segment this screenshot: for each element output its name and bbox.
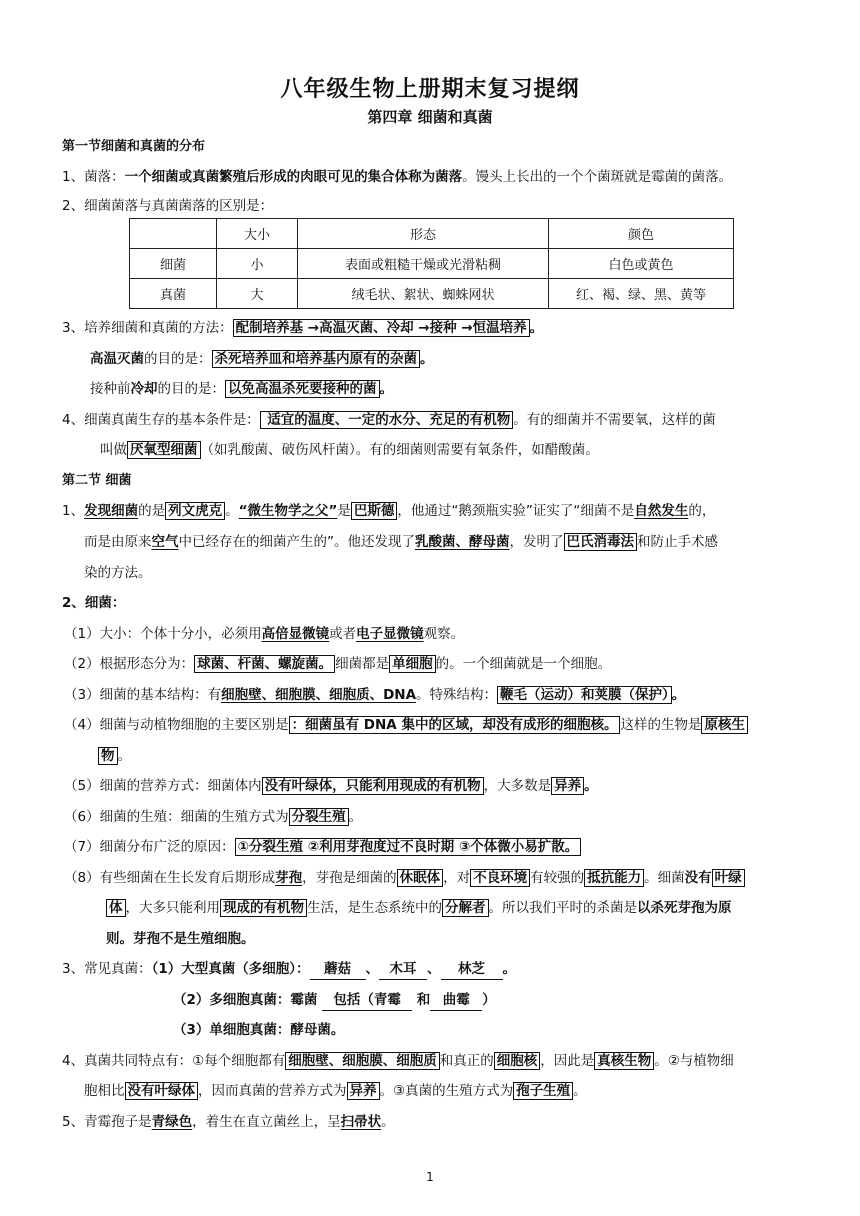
paragraph-penicillium [62, 1112, 395, 1132]
text: 。 [529, 320, 544, 336]
boxed-answer: 列文虎克 [165, 502, 225, 520]
document-title: 八年级生物上册期末复习提纲 [280, 77, 580, 102]
text: 而是由原来 [84, 534, 152, 550]
table-header-cell: 形态 [298, 219, 549, 249]
text: 观察。 [423, 626, 465, 642]
boxed-answer: 孢子生殖 [513, 1082, 573, 1100]
boxed-answer: 不良环境 [470, 869, 530, 887]
text: 和防止手术感 [637, 534, 718, 550]
text: 3、培养细菌和真菌的方法： [62, 320, 233, 336]
boxed-answer: ①分裂生殖 ②利用芽孢度过不良时期 ③个体微小易扩散。 [235, 838, 582, 856]
text: 。②与植物细 [654, 1053, 734, 1069]
boxed-answer: 鞭毛（运动）和荚膜（保护） [497, 686, 672, 704]
paragraph-sterilize [90, 349, 434, 369]
item-spore [64, 868, 745, 888]
boxed-answer: ：细菌虽有 DNA 集中的区域，却没有成形的细胞核。 [289, 716, 621, 734]
fill-blank-answer: 曲霉 [430, 990, 482, 1011]
table-cell: 小 [217, 249, 298, 279]
text: 或者 [329, 626, 357, 642]
text: （5）细菌的营养方式：细菌体内 [64, 778, 262, 794]
paragraph-fungi-features [62, 1051, 734, 1071]
boxed-answer: 球菌、杆菌、螺旋菌。 [194, 655, 335, 673]
boxed-answer: 适宜的温度、一定的水分、充足的有机物 [260, 411, 514, 429]
text: 有较强的 [530, 870, 585, 886]
text: 。 [381, 1114, 395, 1130]
fill-blank-answer: 木耳 [379, 959, 427, 980]
section-heading-1: 第一节细菌和真菌的分布 [62, 139, 206, 154]
item-nutrition [64, 776, 598, 796]
text: 的是 [138, 503, 166, 519]
text: ，着生在直立菌丝上，呈 [192, 1114, 341, 1130]
text: 、 [427, 961, 441, 977]
paragraph-conditions [62, 410, 716, 430]
text: 4、真菌共同特点有：①每个细胞都有 [62, 1053, 286, 1069]
text: 。有的细菌并不需要氧，这样的菌 [513, 412, 716, 428]
table-row [130, 279, 734, 309]
paragraph-discovery-3: 染的方法。 [84, 565, 152, 581]
text: ，因而真菌的营养方式为 [198, 1083, 347, 1099]
text: ，大多只能利用 [125, 900, 220, 916]
text: 。 [671, 687, 686, 703]
bold-definition: 一个细菌或真菌繁殖后形成的肉眼可见的集合体称为菌落 [124, 169, 463, 185]
text: 接种前 [90, 381, 131, 397]
text: 的。一个细菌就是一个细胞。 [435, 656, 612, 672]
text: 1、 [62, 503, 85, 519]
text: 4、细菌真菌生存的基本条件是： [62, 412, 260, 428]
fill-blank-answer: 蘑菇 [310, 959, 366, 980]
text: （8）有些细菌在生长发育后期形成 [64, 870, 276, 886]
paragraph-bacteria-heading: 2、细菌： [62, 595, 126, 611]
underlined-term: 自然发生 [634, 503, 689, 519]
text: 中已经存在的细菌产生的”。他还发现了 [178, 534, 415, 550]
boxed-answer: 抵抗能力 [584, 869, 644, 887]
text: 。 [502, 961, 516, 977]
text: （如乳酸菌、破伤风杆菌）。有的细菌则需要有氧条件，如醋酸菌。 [200, 442, 599, 458]
paragraph-fungi-features-2 [84, 1081, 587, 1101]
boxed-answer: 以免高温杀死要接种的菌 [225, 380, 380, 398]
paragraph-discovery [62, 501, 715, 521]
text: 。 [584, 778, 598, 794]
boxed-answer: 异养 [347, 1082, 380, 1100]
text: （3）细菌的基本结构：有 [64, 687, 222, 703]
text: 。 [379, 381, 393, 397]
text: 。特殊结构： [416, 687, 498, 703]
boxed-answer: 现成的有机物 [220, 899, 307, 917]
boxed-answer: 分裂生殖 [289, 808, 349, 826]
item-size [64, 624, 464, 644]
text: 生活，是生态系统中的 [307, 900, 442, 916]
bold-term: （1）大型真菌（多细胞）： [151, 961, 310, 977]
table-header-cell: 大小 [217, 219, 298, 249]
paragraph-colony-diff: 2、细菌菌落与真菌菌落的区别是： [62, 198, 274, 214]
item-spore-3: 则。芽孢不是生殖细胞。 [106, 931, 255, 947]
boxed-answer: 杀死培养皿和培养基内原有的杂菌 [212, 350, 421, 368]
text: （4）细菌与动植物细胞的主要区别是 [64, 717, 289, 733]
underlined-term: 空气 [151, 534, 179, 550]
text: 叫做 [100, 442, 127, 458]
text: 1、菌落： [62, 169, 125, 185]
boxed-answer: 真核生物 [594, 1052, 654, 1070]
text: 。细菌 [644, 870, 685, 886]
table-cell: 真菌 [130, 279, 217, 309]
table-header-cell: 颜色 [549, 219, 734, 249]
table-cell: 绒毛状、絮状、蜘蛛网状 [298, 279, 549, 309]
underlined-term: 电子显微镜 [356, 626, 424, 642]
underlined-term: “微生物学之父” [238, 503, 338, 519]
text: 。馒头上长出的一个个菌斑就是霉菌的菌落。 [462, 169, 733, 185]
item-difference-2 [98, 746, 131, 766]
text: （2）多细胞真菌：霉菌 [173, 992, 323, 1008]
boxed-answer: 体 [106, 899, 126, 917]
item-reproduction [64, 807, 362, 827]
bold-term: 冷却 [130, 381, 158, 397]
item-shape [64, 654, 611, 674]
bold-term: 以杀死芽孢为原 [637, 900, 732, 916]
boxed-answer: 没有叶绿体，只能利用现成的有机物 [262, 777, 484, 795]
text: 。③真菌的生殖方式为 [379, 1083, 514, 1099]
table-cell: 白色或黄色 [549, 249, 734, 279]
text: ，大多数是 [483, 778, 552, 794]
text: 和 [412, 992, 431, 1008]
underlined-term: 芽孢 [275, 870, 303, 886]
paragraph-fungi-unicellular: （3）单细胞真菌：酵母菌。 [173, 1022, 345, 1038]
text: （7）细菌分布广泛的原因： [64, 839, 235, 855]
table-header-row [130, 219, 734, 249]
boxed-answer: 厌氧型细菌 [127, 441, 201, 459]
table-cell: 表面或粗糙干燥或光滑粘稠 [298, 249, 549, 279]
text: 5、青霉孢子是 [62, 1114, 152, 1130]
item-distribution [64, 837, 581, 857]
text: （2）根据形态分为： [64, 656, 195, 672]
fill-blank-answer: 林芝 [441, 959, 503, 980]
chapter-title: 第四章 细菌和真菌 [367, 108, 493, 126]
table-cell: 大 [217, 279, 298, 309]
underlined-term: 高倍显微镜 [261, 626, 330, 642]
text: 这样的生物是 [620, 717, 702, 733]
underlined-term: 青绿色 [151, 1114, 193, 1130]
boxed-answer: 叶绿 [712, 869, 745, 887]
text: 。 [117, 748, 131, 764]
text: ，因此是 [540, 1053, 595, 1069]
text: 。 [348, 809, 363, 825]
boxed-answer: 细胞壁、细胞膜、细胞质 [285, 1052, 440, 1070]
underlined-term: 乳酸菌、酵母菌 [415, 534, 510, 550]
underlined-term: 细胞壁、细胞膜、细胞质、DNA [221, 687, 417, 703]
text: 。 [225, 503, 239, 519]
table-row [130, 249, 734, 279]
text: （6）细菌的生殖：细菌的生殖方式为 [64, 809, 289, 825]
boxed-answer: 单细胞 [389, 655, 436, 673]
text: 胞相比 [84, 1083, 125, 1099]
table-cell: 细菌 [130, 249, 217, 279]
text: ，对 [443, 870, 471, 886]
colony-comparison-table [129, 218, 734, 309]
boxed-answer: 没有叶绿体 [125, 1082, 199, 1100]
text: 是 [337, 503, 351, 519]
text: （1）大小：个体十分小，必须用 [64, 626, 262, 642]
text: 细菌都是 [335, 656, 390, 672]
underlined-term: 扫帚状 [340, 1114, 382, 1130]
bold-term: 没有 [684, 870, 712, 886]
table-cell: 红、褐、绿、黑、黄等 [549, 279, 734, 309]
text: ，芽孢是细菌的 [302, 870, 397, 886]
paragraph-discovery-2 [84, 532, 718, 552]
text: 的目的是： [144, 351, 212, 367]
page-number: 1 [426, 1170, 434, 1184]
text: 的， [688, 503, 716, 519]
boxed-answer: 分解者 [442, 899, 489, 917]
text: 。 [573, 1083, 587, 1099]
boxed-answer: 配制培养基 →高温灭菌、冷却 →接种 →恒温培养 [233, 319, 530, 337]
paragraph-cooling [90, 379, 393, 399]
text: ，他通过“鹅颈瓶实验”证实了“细菌不是 [397, 503, 635, 519]
paragraph-colony [62, 167, 732, 187]
boxed-answer: 休眠体 [397, 869, 444, 887]
boxed-answer: 物 [98, 747, 118, 765]
text: 。所以我们平时的杀菌是 [488, 900, 637, 916]
paragraph-fungi-types [62, 959, 516, 980]
paragraph-anaerobic [100, 440, 599, 460]
boxed-answer: 巴氏消毒法 [564, 533, 638, 551]
item-spore-2 [106, 898, 732, 918]
text: 3、常见真菌： [62, 961, 152, 977]
table-header-cell [130, 219, 217, 249]
section-heading-2: 第二节 细菌 [62, 473, 132, 488]
text: ） [482, 992, 496, 1008]
text: 、 [365, 961, 379, 977]
text: 和真正的 [439, 1053, 494, 1069]
text: ，发明了 [509, 534, 564, 550]
boxed-answer: 巴斯德 [351, 502, 398, 520]
fill-blank-answer: 包括（青霉 [322, 990, 412, 1011]
item-difference [64, 715, 748, 735]
paragraph-fungi-multicellular [173, 990, 496, 1011]
paragraph-culture-method [62, 318, 543, 338]
boxed-answer: 原核生 [701, 716, 748, 734]
text: 的目的是： [157, 381, 225, 397]
boxed-answer: 异养 [551, 777, 584, 795]
bold-term: 高温灭菌 [90, 351, 144, 367]
text: 。 [420, 351, 434, 367]
underlined-term: 发现细菌 [84, 503, 139, 519]
boxed-answer: 细胞核 [494, 1052, 541, 1070]
item-structure [64, 685, 685, 705]
